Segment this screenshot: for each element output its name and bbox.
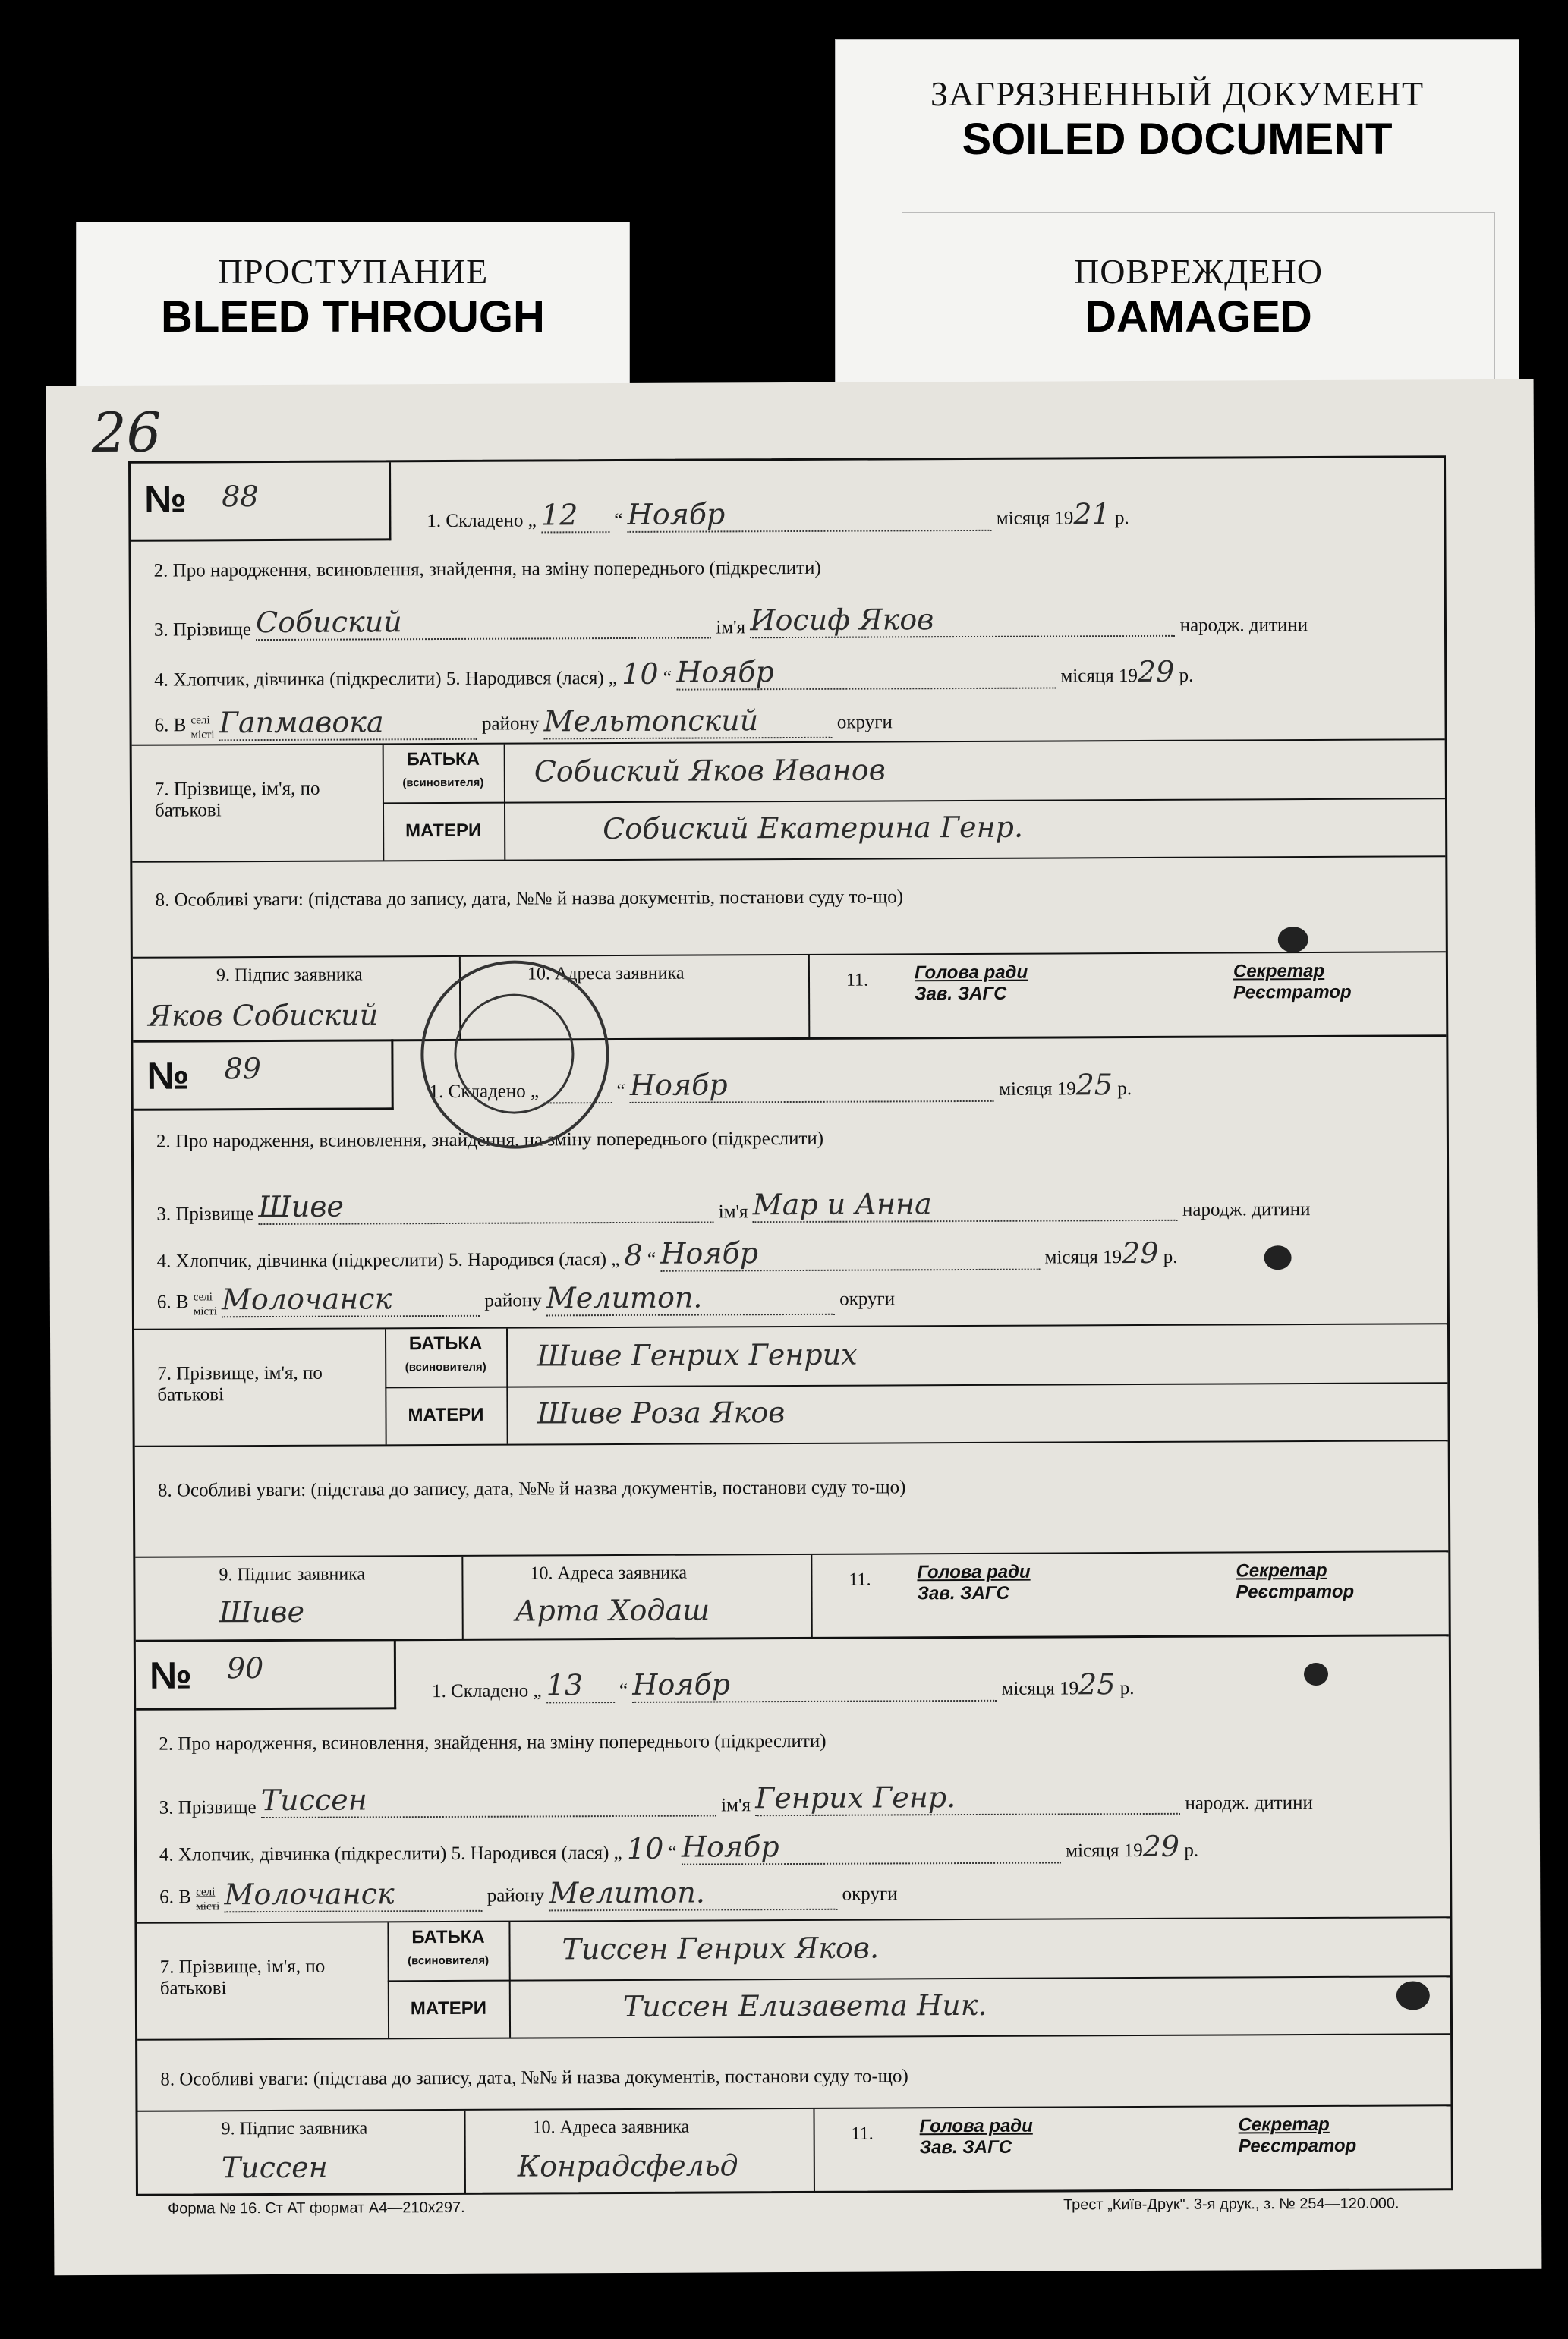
record-block <box>131 458 1446 1043</box>
mother-label: МАТЕРИ <box>405 820 482 842</box>
town-label: місті <box>193 1305 217 1318</box>
name-label: ім'я <box>716 617 746 638</box>
number-symbol: № <box>146 1054 190 1097</box>
surname-label: 3. Прізвище <box>159 1797 257 1818</box>
father-value: Тиссен Генрих Яков. <box>562 1931 880 1966</box>
name-value: Генрих Генр. <box>755 1780 1180 1816</box>
n11-label: 11. <box>849 1569 871 1590</box>
birth-month: Ноябр <box>682 1828 1061 1865</box>
village-value: Молочанск <box>222 1282 480 1317</box>
damage-blot <box>1264 1245 1292 1270</box>
parents-label: 7. Прізвище, ім'я, по батькові <box>157 1362 323 1406</box>
zags-label: Зав. ЗАГС <box>915 983 1007 1005</box>
name-value: Мар и Анна <box>753 1186 1178 1223</box>
secretary-text: Секретар <box>1238 2114 1330 2136</box>
addr-applicant-label: 10. Адреса заявника <box>527 963 685 984</box>
head-label: Голова ради <box>917 1561 1031 1583</box>
sig-applicant-label: 9. Підпис заявника <box>221 2118 368 2139</box>
father-sub-label: (всиновителя) <box>402 776 484 790</box>
record-number: 88 <box>222 480 259 514</box>
father-label-text: БАТЬКА <box>411 1926 485 1948</box>
record-number-box <box>133 1039 393 1110</box>
divider <box>464 2111 465 2194</box>
stamp-inner-ring <box>454 993 575 1114</box>
footer-printer-info: Трест „Київ-Друк". 3-я друк., з. № 254—120.000. <box>1063 2195 1400 2214</box>
signature-value: Яков Собиский <box>148 998 379 1033</box>
surname-label: 3. Прізвище <box>153 619 251 641</box>
number-symbol: № <box>149 1654 192 1697</box>
divider <box>461 1557 463 1640</box>
composed-row: 1. Складено „ 12 “ Ноябр місяця 1921 р. <box>427 497 1129 532</box>
divider <box>383 798 1445 804</box>
addr-applicant-label: 10. Адреса заявника <box>532 2117 690 2138</box>
month-label: місяця 19 <box>999 1078 1076 1100</box>
bleed-through-label <box>76 222 630 402</box>
about-row: 2. Про народження, всиновлення, знайдення, на зміну попереднього (підкреслити) <box>153 557 821 581</box>
secretary-text: Секретар <box>1233 960 1325 982</box>
damaged-label-ru: ПОВРЕЖДЕНО <box>1074 252 1323 291</box>
n11-label: 11. <box>851 2123 874 2144</box>
birth-month: Ноябр <box>676 653 1056 690</box>
head-zags-label <box>915 962 1028 1006</box>
place-row <box>154 703 892 741</box>
name-label: ім'я <box>721 1795 751 1816</box>
mother-label: МАТЕРИ <box>408 1404 484 1426</box>
name-label: ім'я <box>718 1201 748 1223</box>
okrug-label: округи <box>842 1884 898 1905</box>
birth-month-label: місяця 19 <box>1044 1247 1122 1268</box>
district-value: Мелитоп. <box>546 1280 835 1317</box>
place-row <box>157 1280 895 1317</box>
okrug-label: округи <box>839 1289 896 1310</box>
about-row: 2. Про народження, всиновлення, знайдення, на зміну попереднього (підкреслити) <box>156 1128 824 1152</box>
sex-label: 4. Хлопчик, дівчинка (підкреслити) 5. Народився (лася) „ <box>154 668 618 691</box>
composed-year: 25 <box>1078 1667 1116 1702</box>
sig-applicant-label: 9. Підпис заявника <box>219 1564 366 1585</box>
damage-blot <box>1304 1663 1328 1686</box>
mother-label: МАТЕРИ <box>410 1997 487 2019</box>
composed-label: 1. Складено „ <box>432 1680 542 1702</box>
father-label-text: БАТЬКА <box>406 748 480 770</box>
bleed-label-ru: ПРОСТУПАНИЕ <box>217 252 489 291</box>
damage-blot <box>1396 1981 1430 2010</box>
year-suffix: р. <box>1114 508 1129 529</box>
secretary-label <box>1239 2114 1357 2158</box>
surname-value: Шиве <box>258 1188 713 1225</box>
father-label-text: БАТЬКА <box>408 1333 483 1355</box>
composed-label: 1. Складено „ <box>429 1081 540 1103</box>
record-number-box <box>136 1639 396 1710</box>
signature-row <box>137 2104 1450 2196</box>
sex-birth-row: 4. Хлопчик, дівчинка (підкреслити) 5. Народився (лася) „ 8 “ Ноябр місяця 1929 р. <box>156 1236 1178 1272</box>
sex-birth-row: 4. Хлопчик, дівчинка (підкреслити) 5. Народився (лася) „ 10 “ Ноябр місяця 1929 р. <box>154 654 1194 691</box>
n11-label: 11. <box>845 970 869 990</box>
secretary-label <box>1236 1560 1354 1604</box>
okrug-label: округи <box>836 712 893 733</box>
sig-applicant-label: 9. Підпис заявника <box>216 965 363 986</box>
damage-blot <box>1278 927 1308 952</box>
birth-year-suffix: р. <box>1184 1840 1199 1861</box>
parents-section <box>137 1916 1450 2041</box>
birth-month-label: місяця 19 <box>1060 666 1138 687</box>
head-label: Голова ради <box>914 962 1028 984</box>
birth-label: народж. дитини <box>1185 1793 1313 1814</box>
composed-year: 25 <box>1075 1068 1113 1102</box>
district-label: району <box>486 1885 545 1906</box>
record-block <box>133 1034 1448 1642</box>
district-label: району <box>481 713 540 735</box>
surname-row <box>159 1779 1313 1819</box>
surname-value: Тиссен <box>261 1781 716 1818</box>
village-value: Гапмавока <box>219 705 477 741</box>
sex-label: 4. Хлопчик, дівчинка (підкреслити) 5. Народився (лася) „ <box>156 1249 620 1272</box>
month-label: місяця 19 <box>996 508 1074 529</box>
mother-value: Шиве Роза Яков <box>537 1396 786 1431</box>
father-sub-label: (всиновителя) <box>405 1360 486 1374</box>
record-number: 89 <box>224 1052 261 1086</box>
secretary-label <box>1233 961 1352 1004</box>
secretary-text: Секретар <box>1236 1560 1327 1582</box>
mother-value: Собиский Екатерина Генр. <box>603 810 1024 846</box>
mother-value: Тиссен Елизавета Ник. <box>622 1988 987 2023</box>
bleed-label-en: BLEED THROUGH <box>161 292 545 342</box>
district-label: району <box>484 1290 542 1311</box>
village-label: селі <box>190 714 210 727</box>
composed-row: 1. Складено „ 13 “ Ноябр місяця 1925 р. <box>432 1667 1135 1702</box>
birth-day: 10 <box>626 1831 664 1865</box>
birth-day: 10 <box>622 656 659 691</box>
registration-form <box>128 455 1453 2196</box>
place-row <box>159 1875 897 1912</box>
town-label: місті <box>190 729 215 741</box>
birth-day: 8 <box>624 1238 643 1272</box>
in-label: 6. В <box>156 1292 189 1313</box>
divider <box>813 2109 814 2193</box>
damaged-label <box>902 212 1495 389</box>
composed-label: 1. Складено „ <box>427 510 537 532</box>
head-label: Голова ради <box>919 2115 1033 2137</box>
about-row: 2. Про народження, всиновлення, знайдення, на зміну попереднього (підкреслити) <box>159 1730 827 1755</box>
town-label: місті <box>196 1900 220 1913</box>
sex-label: 4. Хлопчик, дівчинка (підкреслити) 5. Народився (лася) „ <box>159 1842 622 1865</box>
birth-month: Ноябр <box>660 1236 1040 1272</box>
address-value: Арта Ходаш <box>515 1593 710 1628</box>
notes-row: 8. Особливі уваги: (підстава до запису, дата, №№ й назва документів, постанови суду то-що) <box>157 1477 906 1501</box>
composed-month: Ноябр <box>632 1667 997 1703</box>
document-sheet <box>46 379 1542 2276</box>
month-label: місяця 19 <box>1001 1678 1079 1699</box>
divider <box>388 1975 1450 1982</box>
year-suffix: р. <box>1117 1078 1132 1100</box>
divider <box>385 1382 1447 1388</box>
surname-row <box>154 601 1308 641</box>
addr-applicant-label: 10. Адреса заявника <box>530 1563 687 1584</box>
birth-label: народж. дитини <box>1182 1199 1311 1220</box>
signature-row <box>135 1550 1448 1642</box>
name-value: Иосиф Яков <box>750 602 1175 638</box>
number-symbol: № <box>144 477 187 521</box>
surname-label: 3. Прізвище <box>156 1204 254 1225</box>
father-label <box>383 749 504 792</box>
signature-value: Тиссен <box>221 2150 328 2185</box>
record-block <box>136 1634 1451 2194</box>
notes-row: 8. Особливі уваги: (підстава до запису, дата, №№ й назва документів, постанови суду то-що) <box>160 2066 908 2090</box>
village-value: Молочанск <box>224 1877 482 1912</box>
record-number-box <box>131 462 391 541</box>
in-label: 6. В <box>154 715 187 736</box>
composed-row: 1. Складено „ “ Ноябр місяця 1925 р. <box>430 1066 1132 1104</box>
birth-year: 29 <box>1122 1236 1159 1270</box>
birth-month-label: місяця 19 <box>1066 1840 1143 1862</box>
birth-year-suffix: р. <box>1179 665 1194 686</box>
zags-label: Зав. ЗАГС <box>917 1582 1010 1604</box>
signature-row <box>133 951 1446 1042</box>
father-label <box>385 1333 506 1377</box>
village-label: селі <box>193 1291 213 1304</box>
composed-day: 13 <box>546 1668 615 1703</box>
composed-month: Ноябр <box>630 1067 994 1103</box>
composed-day: 12 <box>541 498 609 533</box>
village-label: селі <box>196 1886 216 1899</box>
divider <box>808 955 810 1039</box>
parents-section <box>132 738 1446 863</box>
registrar-label: Реєстратор <box>1233 981 1352 1003</box>
father-value: Шиве Генрих Генрих <box>537 1337 858 1373</box>
parents-label: 7. Прізвище, ім'я, по батькові <box>159 1956 326 1999</box>
surname-value: Собиский <box>256 603 711 641</box>
parents-section <box>134 1323 1448 1447</box>
father-sub-label: (всиновителя) <box>408 1953 490 1968</box>
registrar-label: Реєстратор <box>1238 2135 1357 2157</box>
birth-year: 29 <box>1142 1829 1180 1864</box>
head-zags-label <box>917 1562 1030 1605</box>
divider <box>811 1555 812 1639</box>
birth-year: 29 <box>1137 654 1175 689</box>
birth-year-suffix: р. <box>1163 1246 1178 1267</box>
year-suffix: р. <box>1119 1678 1135 1699</box>
zags-label: Зав. ЗАГС <box>919 2136 1012 2158</box>
head-zags-label <box>920 2116 1033 2159</box>
in-label: 6. В <box>159 1887 192 1908</box>
soiled-label-ru: ЗАГРЯЗНЕННЫЙ ДОКУМЕНТ <box>930 74 1425 113</box>
district-value: Мелитоп. <box>549 1875 837 1912</box>
footer-form-info: Форма № 16. Ст АТ формат А4—210х297. <box>168 2199 465 2218</box>
official-stamp <box>420 960 609 1149</box>
surname-row <box>156 1185 1310 1226</box>
district-value: Мельтопский <box>544 704 833 740</box>
composed-month: Ноябр <box>628 496 992 533</box>
sheet-number: 26 <box>91 400 162 465</box>
parents-label: 7. Прізвище, ім'я, по батькові <box>154 778 320 821</box>
sex-birth-row: 4. Хлопчик, дівчинка (підкреслити) 5. Народився (лася) „ 10 “ Ноябр місяця 1929 р. <box>159 1829 1199 1865</box>
registrar-label: Реєстратор <box>1236 1581 1355 1603</box>
composed-year: 21 <box>1073 497 1110 531</box>
birth-label: народж. дитини <box>1179 615 1308 636</box>
father-value: Собиский Яков Иванов <box>534 753 886 789</box>
father-label <box>387 1927 508 1970</box>
address-value: Конрадсфельд <box>517 2149 738 2183</box>
signature-value: Шиве <box>219 1594 305 1629</box>
damaged-label-en: DAMAGED <box>1085 292 1312 342</box>
record-number: 90 <box>226 1651 264 1686</box>
notes-row: 8. Особливі уваги: (підстава до запису, дата, №№ й назва документів, постанови суду то-що) <box>155 886 904 911</box>
soiled-label-en: SOILED DOCUMENT <box>962 115 1393 164</box>
